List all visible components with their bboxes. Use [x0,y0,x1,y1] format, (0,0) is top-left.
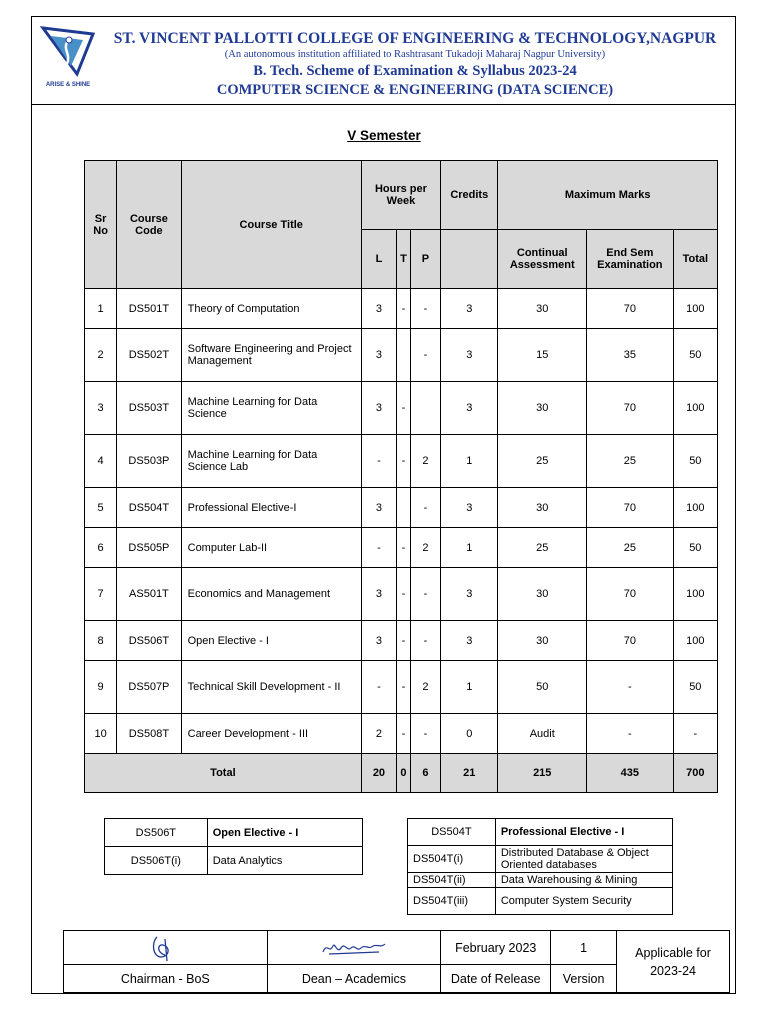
course-code: DS501T [117,289,181,329]
course-total: 50 [673,661,717,714]
prof-elective-item-code: DS504T(i) [408,846,496,873]
total-l: 20 [361,754,396,793]
course-code: DS508T [117,714,181,754]
course-row [85,568,718,621]
course-ese: 70 [587,382,674,435]
course-ca: 30 [498,488,587,528]
header-max-marks: Maximum Marks [498,161,718,230]
course-p: - [410,488,440,528]
course-code: DS507P [117,661,181,714]
version-label: Version [551,965,617,993]
course-ese: - [587,661,674,714]
institution-name: ST. VINCENT PALLOTTI COLLEGE OF ENGINEERING & TECHNOLOGY,NAGPUR [113,30,717,47]
header-l: L [361,230,396,289]
course-ca: 25 [498,528,587,568]
course-sr: 9 [85,661,117,714]
prof-elective-item-name: Data Warehousing & Mining [495,873,672,888]
prof-elective-item-code: DS504T(ii) [408,873,496,888]
header-credits-blank [441,230,498,289]
total-credits: 21 [441,754,498,793]
course-total: 100 [673,568,717,621]
header-total: Total [673,230,717,289]
course-credits: 3 [441,289,498,329]
course-row [85,289,718,329]
course-ese: 25 [587,435,674,488]
total-ca: 215 [498,754,587,793]
course-p: - [410,329,440,382]
course-row [85,435,718,488]
course-credits: 3 [441,382,498,435]
header-sr-no: Sr No [85,161,117,289]
total-t: 0 [397,754,411,793]
dean-signature-icon [319,938,389,958]
course-sr: 8 [85,621,117,661]
affiliation: (An autonomous institution affiliated to Rashtrasant Tukadoji Maharaj Nagpur University) [224,49,606,60]
course-code: DS506T [117,621,181,661]
applicable-for: Applicable for 2023-24 [617,931,730,993]
signoff-table [63,930,730,993]
header-p: P [410,230,440,289]
course-credits: 0 [441,714,498,754]
course-t: - [397,289,411,329]
course-total: 100 [673,621,717,661]
course-credits: 3 [441,329,498,382]
open-elective-item-name: Data Analytics [207,847,362,875]
course-credits: 3 [441,568,498,621]
course-p: 2 [410,435,440,488]
header-course-code: Course Code [117,161,181,289]
course-sr: 2 [85,329,117,382]
course-t [397,329,411,382]
total-ese: 435 [587,754,674,793]
course-credits: 1 [441,435,498,488]
chairman-label: Chairman - BoS [64,965,268,993]
course-row [85,528,718,568]
course-sr: 3 [85,382,117,435]
course-sr: 1 [85,289,117,329]
course-t: - [397,528,411,568]
course-t: - [397,568,411,621]
course-row [85,621,718,661]
chairman-signature [64,931,268,965]
course-t: - [397,382,411,435]
prof-elective-item-code: DS504T(iii) [408,888,496,915]
course-t [397,488,411,528]
header-hours: Hours per Week [361,161,440,230]
course-code: DS503T [117,382,181,435]
course-t: - [397,621,411,661]
course-total: 100 [673,488,717,528]
course-total: 50 [673,329,717,382]
course-title: Machine Learning for Data Science Lab [181,435,361,488]
professional-elective-table [407,818,673,915]
prof-elective-item-name: Distributed Database & Object Oriented databases [495,846,672,873]
header-credits: Credits [441,161,498,230]
open-elective-table [104,818,363,875]
total-total: 700 [673,754,717,793]
course-title: Theory of Computation [181,289,361,329]
course-l: 3 [361,488,396,528]
chairman-signature-icon [145,933,185,963]
course-l: 2 [361,714,396,754]
header-ese: End Sem Examination [587,230,674,289]
course-l: 3 [361,329,396,382]
course-ca: Audit [498,714,587,754]
course-total: 100 [673,382,717,435]
course-l: - [361,528,396,568]
course-title: Computer Lab-II [181,528,361,568]
course-credits: 3 [441,488,498,528]
course-ca: 15 [498,329,587,382]
course-row [85,714,718,754]
course-total: 50 [673,528,717,568]
course-ca: 50 [498,661,587,714]
header-t: T [397,230,411,289]
course-p: - [410,568,440,621]
course-code: DS502T [117,329,181,382]
prof-elective-heading: Professional Elective - I [495,819,672,846]
course-p: 2 [410,661,440,714]
course-t: - [397,714,411,754]
open-elective-heading: Open Elective - I [207,819,362,847]
course-title: Machine Learning for Data Science [181,382,361,435]
totals-row [85,754,718,793]
course-l: 3 [361,382,396,435]
course-table [84,160,718,793]
scheme-title: B. Tech. Scheme of Examination & Syllabus 2023-24 [253,63,577,79]
total-p: 6 [410,754,440,793]
prof-elective-code: DS504T [408,819,496,846]
release-date: February 2023 [441,931,551,965]
course-ca: 30 [498,382,587,435]
college-logo [37,24,99,92]
course-ca: 30 [498,568,587,621]
course-title: Economics and Management [181,568,361,621]
course-row [85,661,718,714]
course-p [410,382,440,435]
course-ca: 30 [498,289,587,329]
course-p: - [410,289,440,329]
total-label: Total [85,754,362,793]
course-code: DS504T [117,488,181,528]
course-ca: 25 [498,435,587,488]
course-ese: 35 [587,329,674,382]
open-elective-item-code: DS506T(i) [105,847,208,875]
course-row [85,329,718,382]
open-elective-code: DS506T [105,819,208,847]
release-label: Date of Release [441,965,551,993]
course-t: - [397,661,411,714]
header-course-title: Course Title [181,161,361,289]
course-credits: 1 [441,661,498,714]
course-credits: 3 [441,621,498,661]
course-total: - [673,714,717,754]
course-ese: 25 [587,528,674,568]
course-row [85,488,718,528]
department-title: COMPUTER SCIENCE & ENGINEERING (DATA SCIENCE) [216,82,614,98]
course-total: 100 [673,289,717,329]
course-title: Technical Skill Development - II [181,661,361,714]
course-p: 2 [410,528,440,568]
course-sr: 5 [85,488,117,528]
course-code: DS503P [117,435,181,488]
course-sr: 4 [85,435,117,488]
course-sr: 10 [85,714,117,754]
course-code: DS505P [117,528,181,568]
logo-motto: ARISE & SHINE [45,82,91,88]
course-p: - [410,714,440,754]
course-title: Open Elective - I [181,621,361,661]
course-t: - [397,435,411,488]
version-number: 1 [551,931,617,965]
header-divider [31,104,736,105]
course-p: - [410,621,440,661]
course-ese: 70 [587,621,674,661]
course-ese: 70 [587,568,674,621]
semester-title: V Semester [347,128,421,143]
course-sr: 6 [85,528,117,568]
prof-elective-item-name: Computer System Security [495,888,672,915]
course-ese: 70 [587,488,674,528]
course-l: 3 [361,289,396,329]
course-l: 3 [361,568,396,621]
dean-label: Dean – Academics [267,965,441,993]
course-row [85,382,718,435]
dean-signature [267,931,441,965]
course-total: 50 [673,435,717,488]
course-credits: 1 [441,528,498,568]
course-title: Professional Elective-I [181,488,361,528]
course-l: 3 [361,621,396,661]
course-sr: 7 [85,568,117,621]
course-l: - [361,435,396,488]
course-title: Software Engineering and Project Management [181,329,361,382]
course-ese: - [587,714,674,754]
course-title: Career Development - III [181,714,361,754]
course-ese: 70 [587,289,674,329]
course-code: AS501T [117,568,181,621]
course-ca: 30 [498,621,587,661]
course-l: - [361,661,396,714]
header-ca: Continual Assessment [498,230,587,289]
